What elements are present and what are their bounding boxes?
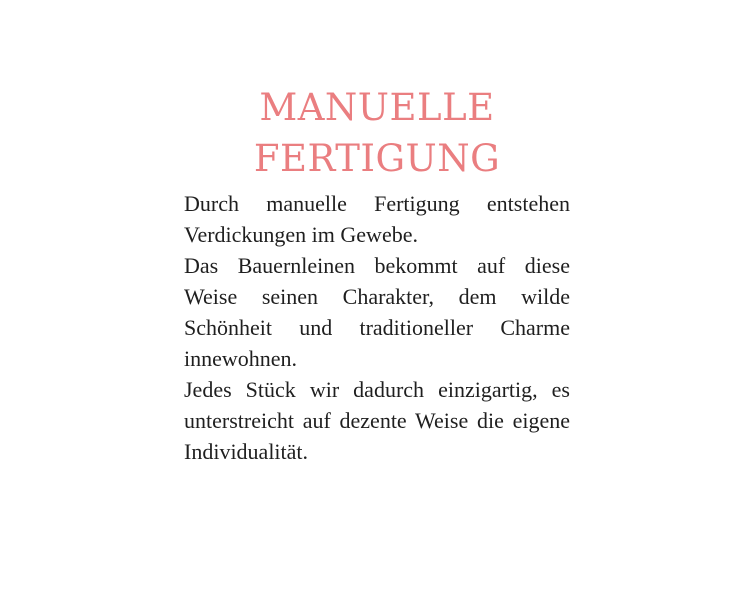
body-text (184, 188, 570, 467)
page-title (184, 82, 570, 184)
text-block (184, 82, 570, 467)
paragraph-3: Jedes Stück wir dadurch einzigartig, es unterstreicht auf dezente Weise die eigene Individualität. (184, 377, 570, 464)
paragraph-2: Das Bauernleinen bekommt auf diese Weise seinen Charakter, dem wilde Schönheit und traditioneller Charme innewohnen. (184, 253, 570, 371)
paragraph-1: Durch manuelle Fertigung entstehen Verdickungen im Gewebe. (184, 191, 570, 247)
title-line-2: FERTIGUNG (253, 137, 501, 180)
title-line-1: MANUELLE (259, 86, 495, 129)
